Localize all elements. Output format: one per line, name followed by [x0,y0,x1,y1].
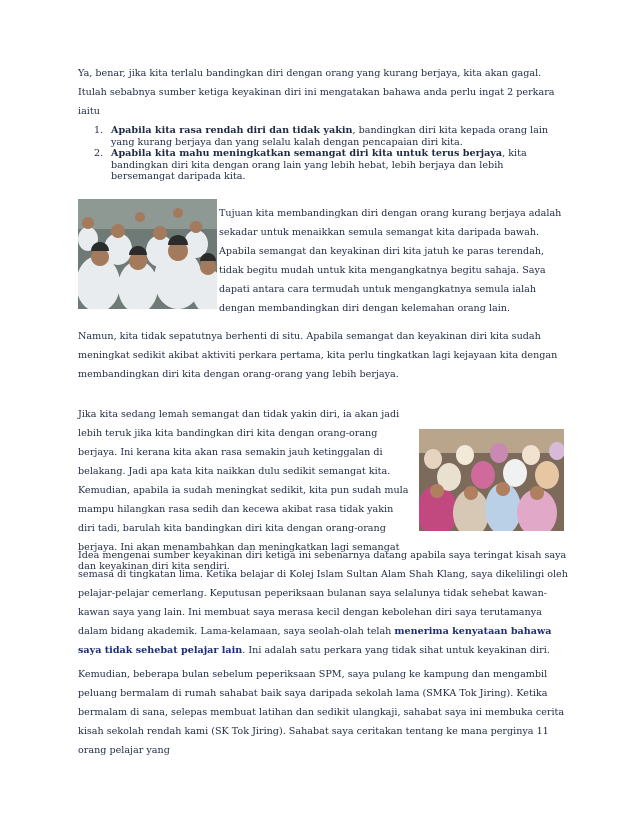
list-item [78,148,568,183]
paragraph-intro: Ya, benar, jika kita terlalu bandingkan diri dengan orang yang kurang berjaya, kita akan gagal. Itulah sebabnya sumber ketiga keyakinan diri ini mengatakan bahawa anda perlu ingat 2 perkara iaitu [78,68,555,117]
story-text-start: Idea mengenai sumber keyakinan diri ketiga ini sebenarnya datang apabila saya teringat kisah saya semasa di tingkatan lima. Ketika belajar di Kolej Islam Sultan Alam Shah Klang, saya dikelilingi oleh pelajar-pelajar cemerlang. Keputusan peperiksaan bulanan saya selalunya tidak sehebat kawan-kawan saya yang lain. Ini membuat saya merasa kecil dengan kebolehan diri saya terutamanya dalam bidang akademik. Lama-kelamaan, saya seolah-olah telah [78,550,568,637]
list-item-text: , kita bandingkan diri kita dengan orang lain yang lebih hebat, lebih berjaya dan lebih bersemangat daripada kita. [111,148,527,182]
list-number: 1. [94,125,104,136]
students-photo [78,199,217,309]
list-item-text: , bandingkan diri kita kepada orang lain yang kurang berjaya dan yang selalu kalah dengan pencapaian diri kita. [111,125,549,148]
paragraph-story [78,546,568,660]
numbered-list [78,125,568,183]
paragraph-purpose: Tujuan kita membandingkan diri dengan orang kurang berjaya adalah sekadar untuk menaikkan semula semangat kita daripada bawah. Apabila semangat dan keyakinan diri kita jatuh ke paras terendah, tidak begitu mudah untuk kita mengangkatnya begitu sahaja. Saya dapati antara cara termudah untuk mengangkatnya semula ialah dengan membandingkan diri dengan kelemahan orang lain. [219,208,562,314]
paragraph-next-step: Namun, kita tidak sepatutnya berhenti di situ. Apabila semangat dan keyakinan diri kita sudah meningkat sedikit akibat aktiviti perkara pertama, kita perlu tingkatkan lagi kejayaan kita dengan membandingkan diri kita dengan orang-orang yang lebih berjaya. [78,331,558,380]
list-item-bold: Apabila kita rasa rendah diri dan tidak yakin [111,125,353,136]
paragraph-compare-text: Jika kita sedang lemah semangat dan tidak yakin diri, ia akan jadi lebih teruk jika kita bandingkan diri kita dengan orang-orang berjaya. Ini kerana kita akan rasa semakin jauh ketinggalan di belakang. Jadi apa kata kita naikkan dulu sedikit semangat kita. Kemudian, apabila ia sudah meningkat sedikit, kita pun sudah mula mampu hilangkan rasa sedih dan kecewa akibat rasa tidak yakin diri tadi, barulah kita bandingkan diri kita dengan orang-orang berjaya. Ini akan menambahkan dan meningkatkan lagi semangat dan keyakinan diri kita sendiri. [78,409,409,572]
list-item [78,125,568,148]
list-item-bold: Apabila kita mahu meningkatkan semangat diri kita untuk terus berjaya [111,148,503,159]
story-emphasis: menerima kenyataan bahawa saya tidak sehebat pelajar lain [78,626,552,656]
paragraph-spm: Kemudian, beberapa bulan sebelum peperiksaan SPM, saya pulang ke kampung dan mengambil peluang bermalam di rumah sahabat baik saya daripada sekolah lama (SMKA Tok Jiring). Ketika bermalam di sana, selepas membuat latihan dan sedikit ulangkaji, sahabat saya ini membuka cerita kisah sekolah rendah kami (SK Tok Jiring). Sahabat saya ceritakan tentang ke mana perginya 11 orang pelajar yang [78,669,565,756]
list-number: 2. [94,148,104,159]
story-text-end: . Ini adalah satu perkara yang tidak sihat untuk keyakinan diri. [242,645,550,656]
photo-wrap-spacer [418,443,568,545]
